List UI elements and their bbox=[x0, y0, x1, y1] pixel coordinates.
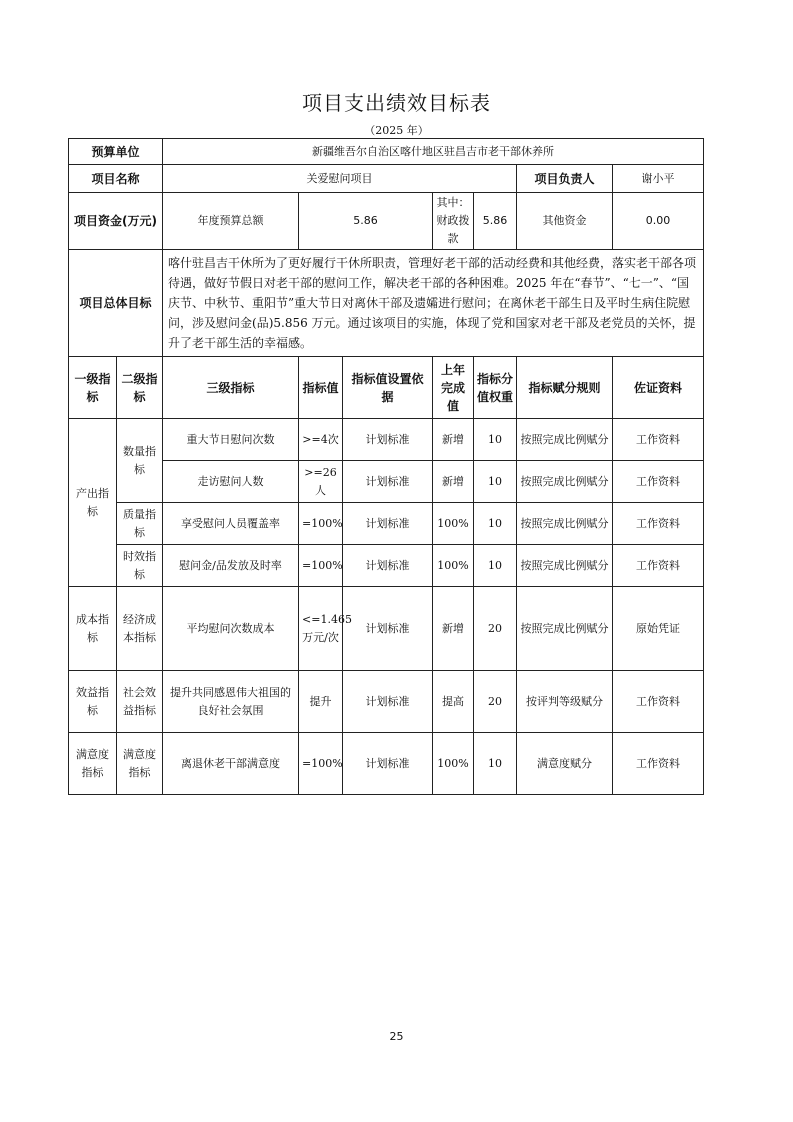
group-satisfaction-sub: 满意度指标 bbox=[117, 733, 163, 795]
group-satisfaction: 满意度指标 bbox=[69, 733, 117, 795]
header-rule: 指标赋分规则 bbox=[517, 357, 613, 419]
budget-unit-label: 预算单位 bbox=[69, 139, 163, 165]
indicator-basis: 计划标准 bbox=[343, 733, 433, 795]
indicator-value: >=26人 bbox=[299, 461, 343, 503]
indicator-last-year: 100% bbox=[433, 545, 474, 587]
indicator-last-year: 新增 bbox=[433, 587, 474, 671]
indicator-weight: 20 bbox=[474, 671, 517, 733]
indicator-name: 平均慰问次数成本 bbox=[163, 587, 299, 671]
page-title: 项目支出绩效目标表 bbox=[302, 91, 491, 115]
indicator-value: =100% bbox=[299, 545, 343, 587]
table-row bbox=[69, 545, 704, 587]
header-basis: 指标值设置依据 bbox=[343, 357, 433, 419]
indicator-weight: 10 bbox=[474, 419, 517, 461]
indicator-basis: 计划标准 bbox=[343, 419, 433, 461]
header-value: 指标值 bbox=[299, 357, 343, 419]
project-name-label: 项目名称 bbox=[69, 165, 163, 193]
header-level2: 二级指标 bbox=[117, 357, 163, 419]
header-level1: 一级指标 bbox=[69, 357, 117, 419]
indicator-evidence: 原始凭证 bbox=[613, 587, 704, 671]
budget-unit-value: 新疆维吾尔自治区喀什地区驻昌吉市老干部休养所 bbox=[163, 139, 704, 165]
group-social-benefit: 社会效益指标 bbox=[117, 671, 163, 733]
indicator-rule: 按照完成比例赋分 bbox=[517, 419, 613, 461]
fiscal-value: 5.86 bbox=[474, 193, 517, 250]
indicator-evidence: 工作资料 bbox=[613, 503, 704, 545]
group-benefit: 效益指标 bbox=[69, 671, 117, 733]
indicator-value: <=1.465万元/次 bbox=[299, 587, 343, 671]
indicator-basis: 计划标准 bbox=[343, 587, 433, 671]
indicator-last-year: 新增 bbox=[433, 419, 474, 461]
group-output: 产出指标 bbox=[69, 419, 117, 587]
indicator-name: 走访慰问人数 bbox=[163, 461, 299, 503]
indicator-basis: 计划标准 bbox=[343, 461, 433, 503]
funds-label: 项目资金(万元) bbox=[69, 193, 163, 250]
indicator-rule: 按照完成比例赋分 bbox=[517, 545, 613, 587]
leader-label: 项目负责人 bbox=[517, 165, 613, 193]
indicator-weight: 20 bbox=[474, 587, 517, 671]
indicator-name: 离退休老干部满意度 bbox=[163, 733, 299, 795]
header-evidence: 佐证资料 bbox=[613, 357, 704, 419]
indicator-weight: 10 bbox=[474, 733, 517, 795]
indicator-name: 重大节日慰问次数 bbox=[163, 419, 299, 461]
indicator-value: =100% bbox=[299, 503, 343, 545]
indicator-rule: 按照完成比例赋分 bbox=[517, 461, 613, 503]
indicator-name: 慰问金/品发放及时率 bbox=[163, 545, 299, 587]
annual-total-label: 年度预算总额 bbox=[163, 193, 299, 250]
project-name-value: 关爱慰问项目 bbox=[163, 165, 517, 193]
other-funds-value: 0.00 bbox=[613, 193, 704, 250]
indicator-header-row bbox=[69, 357, 704, 419]
fiscal-label: 其中：财政拨款 bbox=[433, 193, 474, 250]
indicator-name: 提升共同感恩伟大祖国的良好社会氛围 bbox=[163, 671, 299, 733]
indicator-evidence: 工作资料 bbox=[613, 419, 704, 461]
group-timeliness: 时效指标 bbox=[117, 545, 163, 587]
project-name-row bbox=[69, 165, 704, 193]
indicator-evidence: 工作资料 bbox=[613, 461, 704, 503]
group-quality: 质量指标 bbox=[117, 503, 163, 545]
indicator-weight: 10 bbox=[474, 503, 517, 545]
page-number: 25 bbox=[389, 1030, 404, 1043]
other-funds-label: 其他资金 bbox=[517, 193, 613, 250]
group-quantity: 数量指标 bbox=[117, 419, 163, 503]
indicator-rule: 按评判等级赋分 bbox=[517, 671, 613, 733]
budget-unit-row bbox=[69, 139, 704, 165]
group-cost: 成本指标 bbox=[69, 587, 117, 671]
header-last-year: 上年完成值 bbox=[433, 357, 474, 419]
indicator-evidence: 工作资料 bbox=[613, 671, 704, 733]
indicator-evidence: 工作资料 bbox=[613, 545, 704, 587]
indicator-value: =100% bbox=[299, 733, 343, 795]
performance-table bbox=[68, 138, 704, 795]
indicator-rule: 满意度赋分 bbox=[517, 733, 613, 795]
table-row bbox=[69, 733, 704, 795]
table-row bbox=[69, 419, 704, 461]
indicator-value: 提升 bbox=[299, 671, 343, 733]
indicator-last-year: 100% bbox=[433, 503, 474, 545]
year-subtitle: （2025 年） bbox=[364, 124, 429, 137]
table-row bbox=[69, 671, 704, 733]
indicator-rule: 按照完成比例赋分 bbox=[517, 587, 613, 671]
goal-text: 喀什驻昌吉干休所为了更好履行干休所职责，管理好老干部的活动经费和其他经费，落实老干部各项待遇，做好节假日对老干部的慰问工作，解决老干部的各种困难。2025 年在“春节”、“七一”、“国庆节、中秋节、重阳节”重大节日对离休干部及遗孀进行慰问；在离休老干部生日及平时生病住院慰问，涉及慰问金(品)5.856 万元。通过该项目的实施，体现了党和国家对老干部及老党员的关怀，提升了老干部生活的幸福感。 bbox=[163, 250, 704, 357]
indicator-last-year: 100% bbox=[433, 733, 474, 795]
funds-row bbox=[69, 193, 704, 250]
indicator-weight: 10 bbox=[474, 461, 517, 503]
leader-value: 谢小平 bbox=[613, 165, 704, 193]
goal-label: 项目总体目标 bbox=[69, 250, 163, 357]
indicator-value: >=4次 bbox=[299, 419, 343, 461]
group-economic-cost: 经济成本指标 bbox=[117, 587, 163, 671]
table-row bbox=[69, 587, 704, 671]
header-weight: 指标分值权重 bbox=[474, 357, 517, 419]
indicator-basis: 计划标准 bbox=[343, 503, 433, 545]
indicator-evidence: 工作资料 bbox=[613, 733, 704, 795]
header-level3: 三级指标 bbox=[163, 357, 299, 419]
indicator-name: 享受慰问人员覆盖率 bbox=[163, 503, 299, 545]
table-row bbox=[69, 503, 704, 545]
indicator-last-year: 提高 bbox=[433, 671, 474, 733]
indicator-last-year: 新增 bbox=[433, 461, 474, 503]
indicator-rule: 按照完成比例赋分 bbox=[517, 503, 613, 545]
indicator-basis: 计划标准 bbox=[343, 545, 433, 587]
table-row bbox=[69, 461, 704, 503]
indicator-basis: 计划标准 bbox=[343, 671, 433, 733]
annual-total-value: 5.86 bbox=[299, 193, 433, 250]
goal-row bbox=[69, 250, 704, 357]
indicator-weight: 10 bbox=[474, 545, 517, 587]
